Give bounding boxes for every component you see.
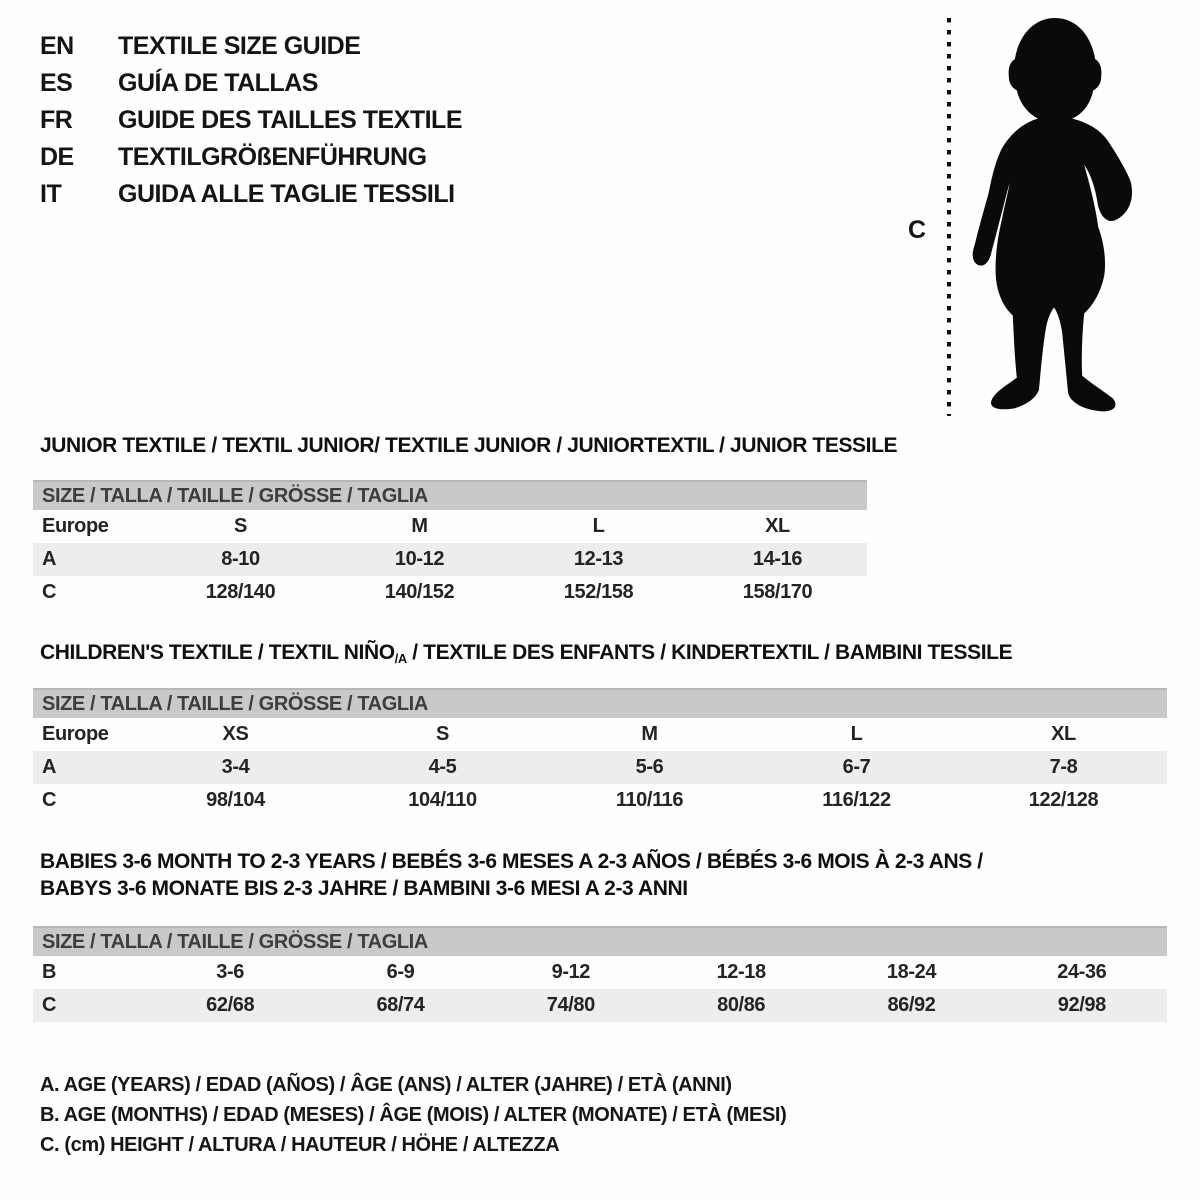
language-code: ES (40, 69, 73, 97)
size-table-header: SIZE / TALLA / TAILLE / GRÖSSE / TAGLIA (33, 688, 1167, 718)
size-cell: 116/122 (822, 789, 891, 811)
babies-size-table (33, 926, 1167, 1022)
size-cell: 6-9 (386, 961, 415, 983)
size-cell: XL (1051, 723, 1076, 745)
language-code: FR (40, 106, 73, 134)
size-cell: XL (765, 515, 790, 537)
size-cell: 98/104 (206, 789, 265, 811)
language-item (40, 65, 462, 102)
language-label: GUIDA ALLE TAGLIE TESSILI (118, 180, 455, 208)
size-cell: L (850, 723, 863, 745)
size-cell: 68/74 (376, 994, 425, 1016)
size-table-header: SIZE / TALLA / TAILLE / GRÖSSE / TAGLIA (33, 480, 867, 510)
table-row-europe (33, 510, 867, 543)
size-cell: 80/86 (717, 994, 766, 1016)
footnote-c: C. (cm) HEIGHT / ALTURA / HAUTEUR / HÖHE / ALTEZZA (40, 1134, 560, 1156)
footnotes (40, 1070, 786, 1160)
table-row-age (33, 751, 1167, 784)
language-code: IT (40, 180, 62, 208)
size-cell: 6-7 (842, 756, 871, 778)
language-item (40, 28, 462, 65)
size-cell: 12-18 (716, 961, 766, 983)
footnote-b: B. AGE (MONTHS) / EDAD (MESES) / ÂGE (MOIS) / ALTER (MONATE) / ETÀ (MESI) (40, 1104, 787, 1126)
language-code: DE (40, 143, 74, 171)
table-row-height (33, 989, 1167, 1022)
row-label: B (42, 961, 57, 983)
size-cell: M (641, 723, 658, 745)
language-label: TEXTILE SIZE GUIDE (118, 32, 361, 60)
table-row-age-months (33, 956, 1167, 989)
size-cell: M (411, 515, 428, 537)
size-cell: 110/116 (615, 789, 684, 811)
language-item (40, 176, 462, 213)
size-table-header: SIZE / TALLA / TAILLE / GRÖSSE / TAGLIA (33, 926, 1167, 956)
size-cell: 140/152 (384, 581, 455, 603)
row-label: C (42, 581, 57, 603)
height-dashed-line-icon (944, 16, 954, 418)
size-cell: 122/128 (1028, 789, 1099, 811)
size-cell: 5-6 (635, 756, 664, 778)
size-cell: 3-6 (216, 961, 245, 983)
size-cell: 152/158 (563, 581, 634, 603)
row-label: A (42, 548, 57, 570)
babies-title-line2: BABYS 3-6 MONATE BIS 2-3 JAHRE / BAMBINI 3-6 MESI A 2-3 ANNI (40, 877, 688, 900)
table-row-height (33, 784, 1167, 817)
babies-title-line1: BABIES 3-6 MONTH TO 2-3 YEARS / BEBÉS 3-6 MESES A 2-3 AÑOS / BÉBÉS 3-6 MOIS À 2-3 ANS / (40, 850, 983, 873)
junior-size-table (33, 480, 867, 609)
children-size-table (33, 688, 1167, 817)
language-label: GUÍA DE TALLAS (118, 69, 318, 97)
size-cell: 74/80 (546, 994, 595, 1016)
size-cell: 18-24 (886, 961, 937, 983)
children-title-pre: CHILDREN'S TEXTILE / TEXTIL NIÑO (40, 641, 395, 664)
size-cell: XS (222, 723, 249, 745)
size-cell: 128/140 (205, 581, 276, 603)
language-label: GUIDE DES TAILLES TEXTILE (118, 106, 463, 134)
size-cell: 62/68 (206, 994, 255, 1016)
table-row-age (33, 543, 867, 576)
table-row-europe (33, 718, 1167, 751)
table-row-height (33, 576, 867, 609)
row-label: Europe (42, 723, 109, 745)
language-label: TEXTILGRÖßENFÜHRUNG (118, 143, 427, 171)
size-cell: 12-13 (573, 548, 624, 570)
size-cell: L (592, 515, 605, 537)
language-legend (40, 28, 462, 213)
size-cell: 9-12 (551, 961, 591, 983)
height-measure-label: C (908, 216, 927, 244)
size-cell: 10-12 (394, 548, 445, 570)
size-cell: 158/170 (742, 581, 813, 603)
children-section-title (40, 641, 1012, 666)
size-cell: 4-5 (428, 756, 457, 778)
size-cell: S (436, 723, 449, 745)
toddler-silhouette-icon (960, 14, 1138, 416)
children-title-post: / TEXTILE DES ENFANTS / KINDERTEXTIL / BAMBINI TESSILE (406, 641, 1013, 664)
size-cell: 14-16 (752, 548, 803, 570)
size-cell: 92/98 (1057, 994, 1106, 1016)
row-label: C (42, 789, 57, 811)
size-cell: S (234, 515, 247, 537)
language-code: EN (40, 32, 74, 60)
children-title-subscript: /A (394, 651, 407, 666)
junior-section-title: JUNIOR TEXTILE / TEXTIL JUNIOR/ TEXTILE JUNIOR / JUNIORTEXTIL / JUNIOR TESSILE (40, 434, 898, 457)
size-cell: 86/92 (887, 994, 936, 1016)
footnote-a: A. AGE (YEARS) / EDAD (AÑOS) / ÂGE (ANS) / ALTER (JAHRE) / ETÀ (ANNI) (40, 1074, 732, 1096)
row-label: A (42, 756, 57, 778)
row-label: C (42, 994, 57, 1016)
size-cell: 104/110 (408, 789, 477, 811)
size-cell: 24-36 (1057, 961, 1107, 983)
size-cell: 8-10 (221, 548, 260, 570)
babies-section-title (40, 848, 1160, 902)
size-cell: 3-4 (221, 756, 250, 778)
language-item (40, 102, 462, 139)
row-label: Europe (42, 515, 109, 537)
size-cell: 7-8 (1049, 756, 1078, 778)
language-item (40, 139, 462, 176)
